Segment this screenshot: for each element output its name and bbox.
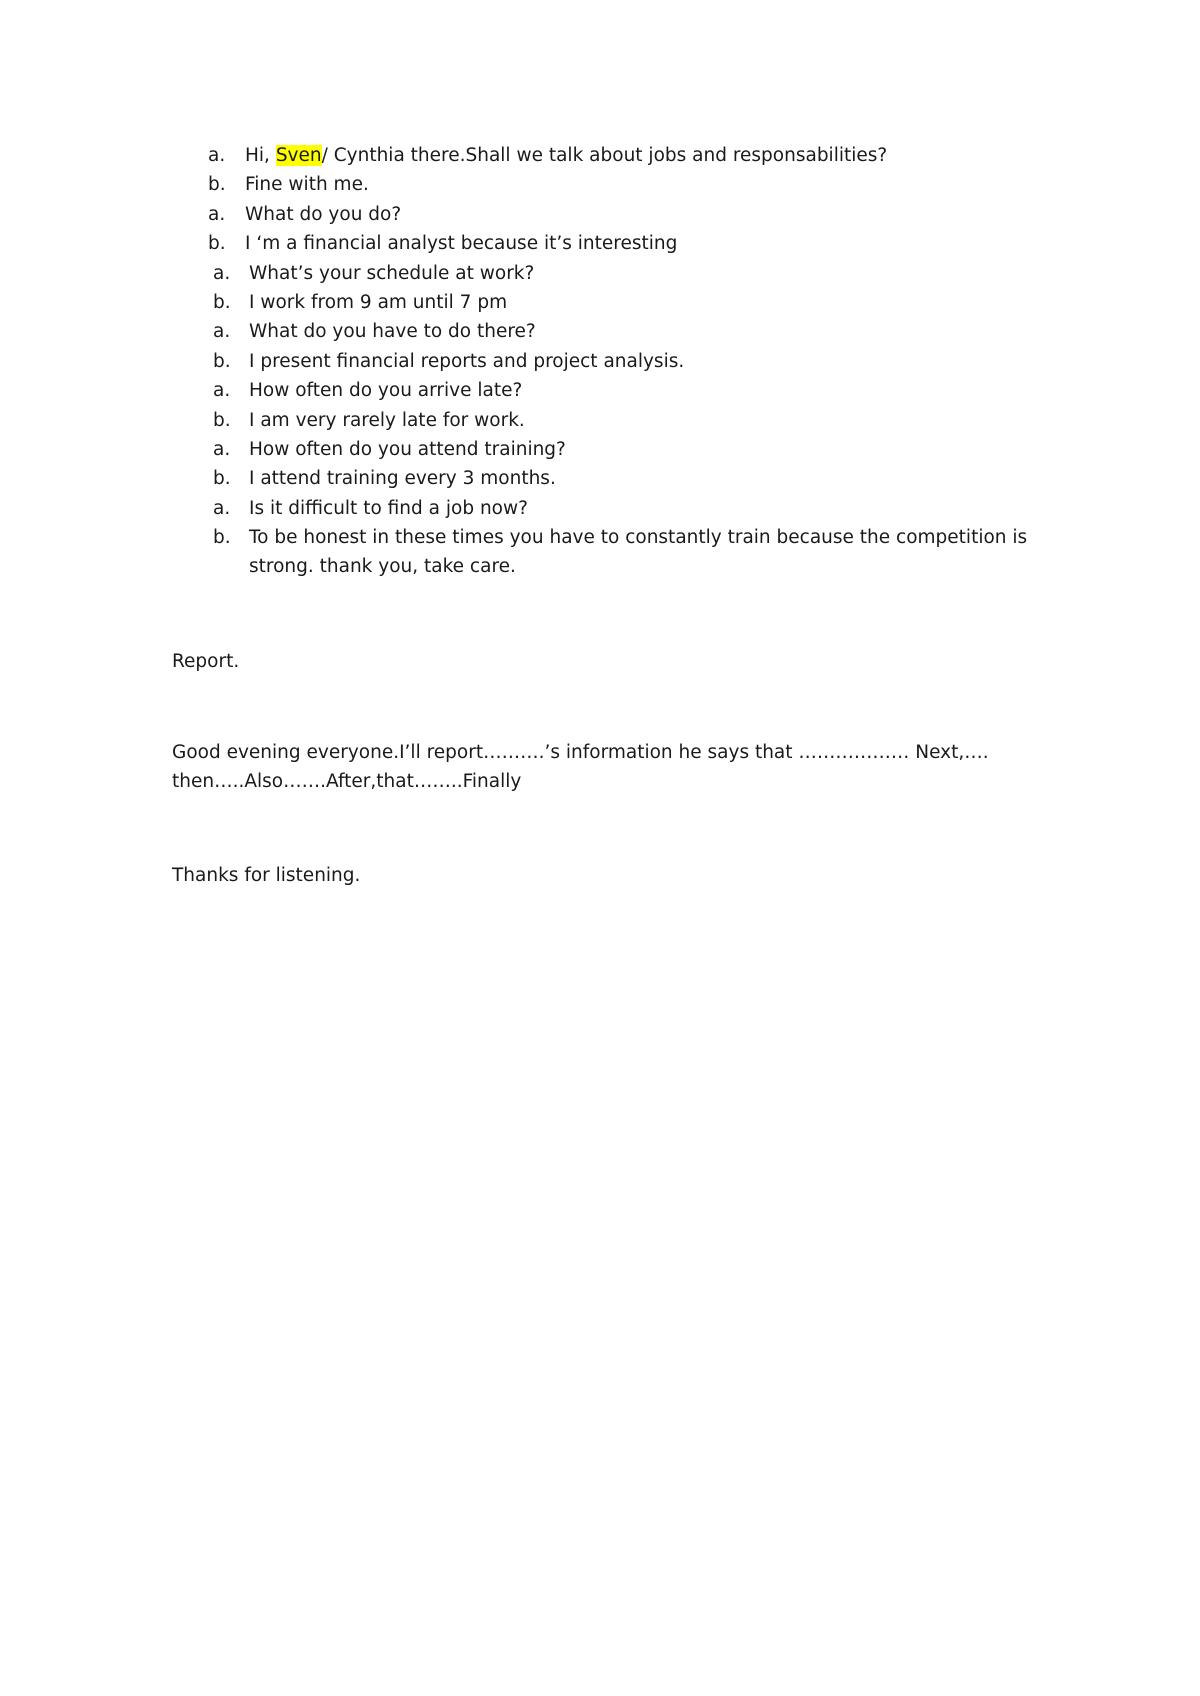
list-item-text: I am very rarely late for work. (249, 409, 525, 431)
list-marker: a. (208, 203, 226, 225)
list-item (0, 141, 1200, 170)
dialogue-list (0, 141, 1200, 582)
list-item (0, 347, 1200, 376)
list-item (0, 170, 1200, 199)
list-item-text: I attend training every 3 months. (249, 468, 556, 490)
report-line: then…..Also…….After,that……..Finally (172, 771, 522, 793)
list-item-text: What do you have to do there? (249, 321, 536, 343)
list-item (0, 435, 1200, 464)
greeting-text: Hi, (245, 145, 276, 166)
list-item (0, 464, 1200, 493)
list-marker: a. (213, 262, 231, 284)
highlighted-name: Sven (275, 145, 322, 166)
list-item (0, 229, 1200, 258)
list-item-text: I ‘m a financial analyst because it’s interesting (245, 233, 678, 255)
list-item-text: Is it difficult to find a job now? (249, 497, 528, 519)
list-marker: a. (213, 380, 231, 402)
list-item (0, 376, 1200, 405)
report-line: Good evening everyone.I’ll report……….’s information he says that ……………… Next,…. (172, 742, 989, 763)
list-item (0, 288, 1200, 317)
list-marker: b. (213, 291, 231, 313)
list-item (0, 259, 1200, 288)
list-marker: a. (213, 497, 231, 519)
list-marker: a. (208, 145, 226, 166)
list-item (0, 494, 1200, 523)
list-item-text: What do you do? (245, 203, 402, 225)
list-item-text: Fine with me. (245, 174, 369, 196)
list-item-text: To be honest in these times you have to constantly train because the competition is strong. thank you, take care. (249, 527, 1028, 578)
greeting-rest: / Cynthia there.Shall we talk about jobs and responsabilities? (321, 145, 888, 166)
list-marker: b. (208, 174, 226, 196)
list-marker: a. (213, 321, 231, 343)
list-marker: b. (213, 468, 231, 490)
list-marker: a. (213, 438, 231, 460)
closing-text: Thanks for listening. (172, 865, 361, 886)
list-marker: b. (213, 350, 231, 372)
list-item-text: How often do you arrive late? (249, 380, 523, 402)
list-item (0, 200, 1200, 229)
list-marker: b. (213, 409, 231, 431)
list-item-text: What’s your schedule at work? (249, 262, 535, 284)
report-heading: Report. (172, 651, 240, 672)
list-item-text: I work from 9 am until 7 pm (249, 291, 508, 313)
list-item-text: I present financial reports and project analysis. (249, 350, 685, 372)
list-marker: b. (208, 233, 226, 255)
list-item (0, 523, 1200, 582)
list-item-text (245, 141, 887, 170)
list-item (0, 317, 1200, 346)
list-item-text: How often do you attend training? (249, 438, 566, 460)
list-item (0, 406, 1200, 435)
report-paragraph (172, 738, 1052, 797)
list-marker: b. (213, 527, 231, 549)
